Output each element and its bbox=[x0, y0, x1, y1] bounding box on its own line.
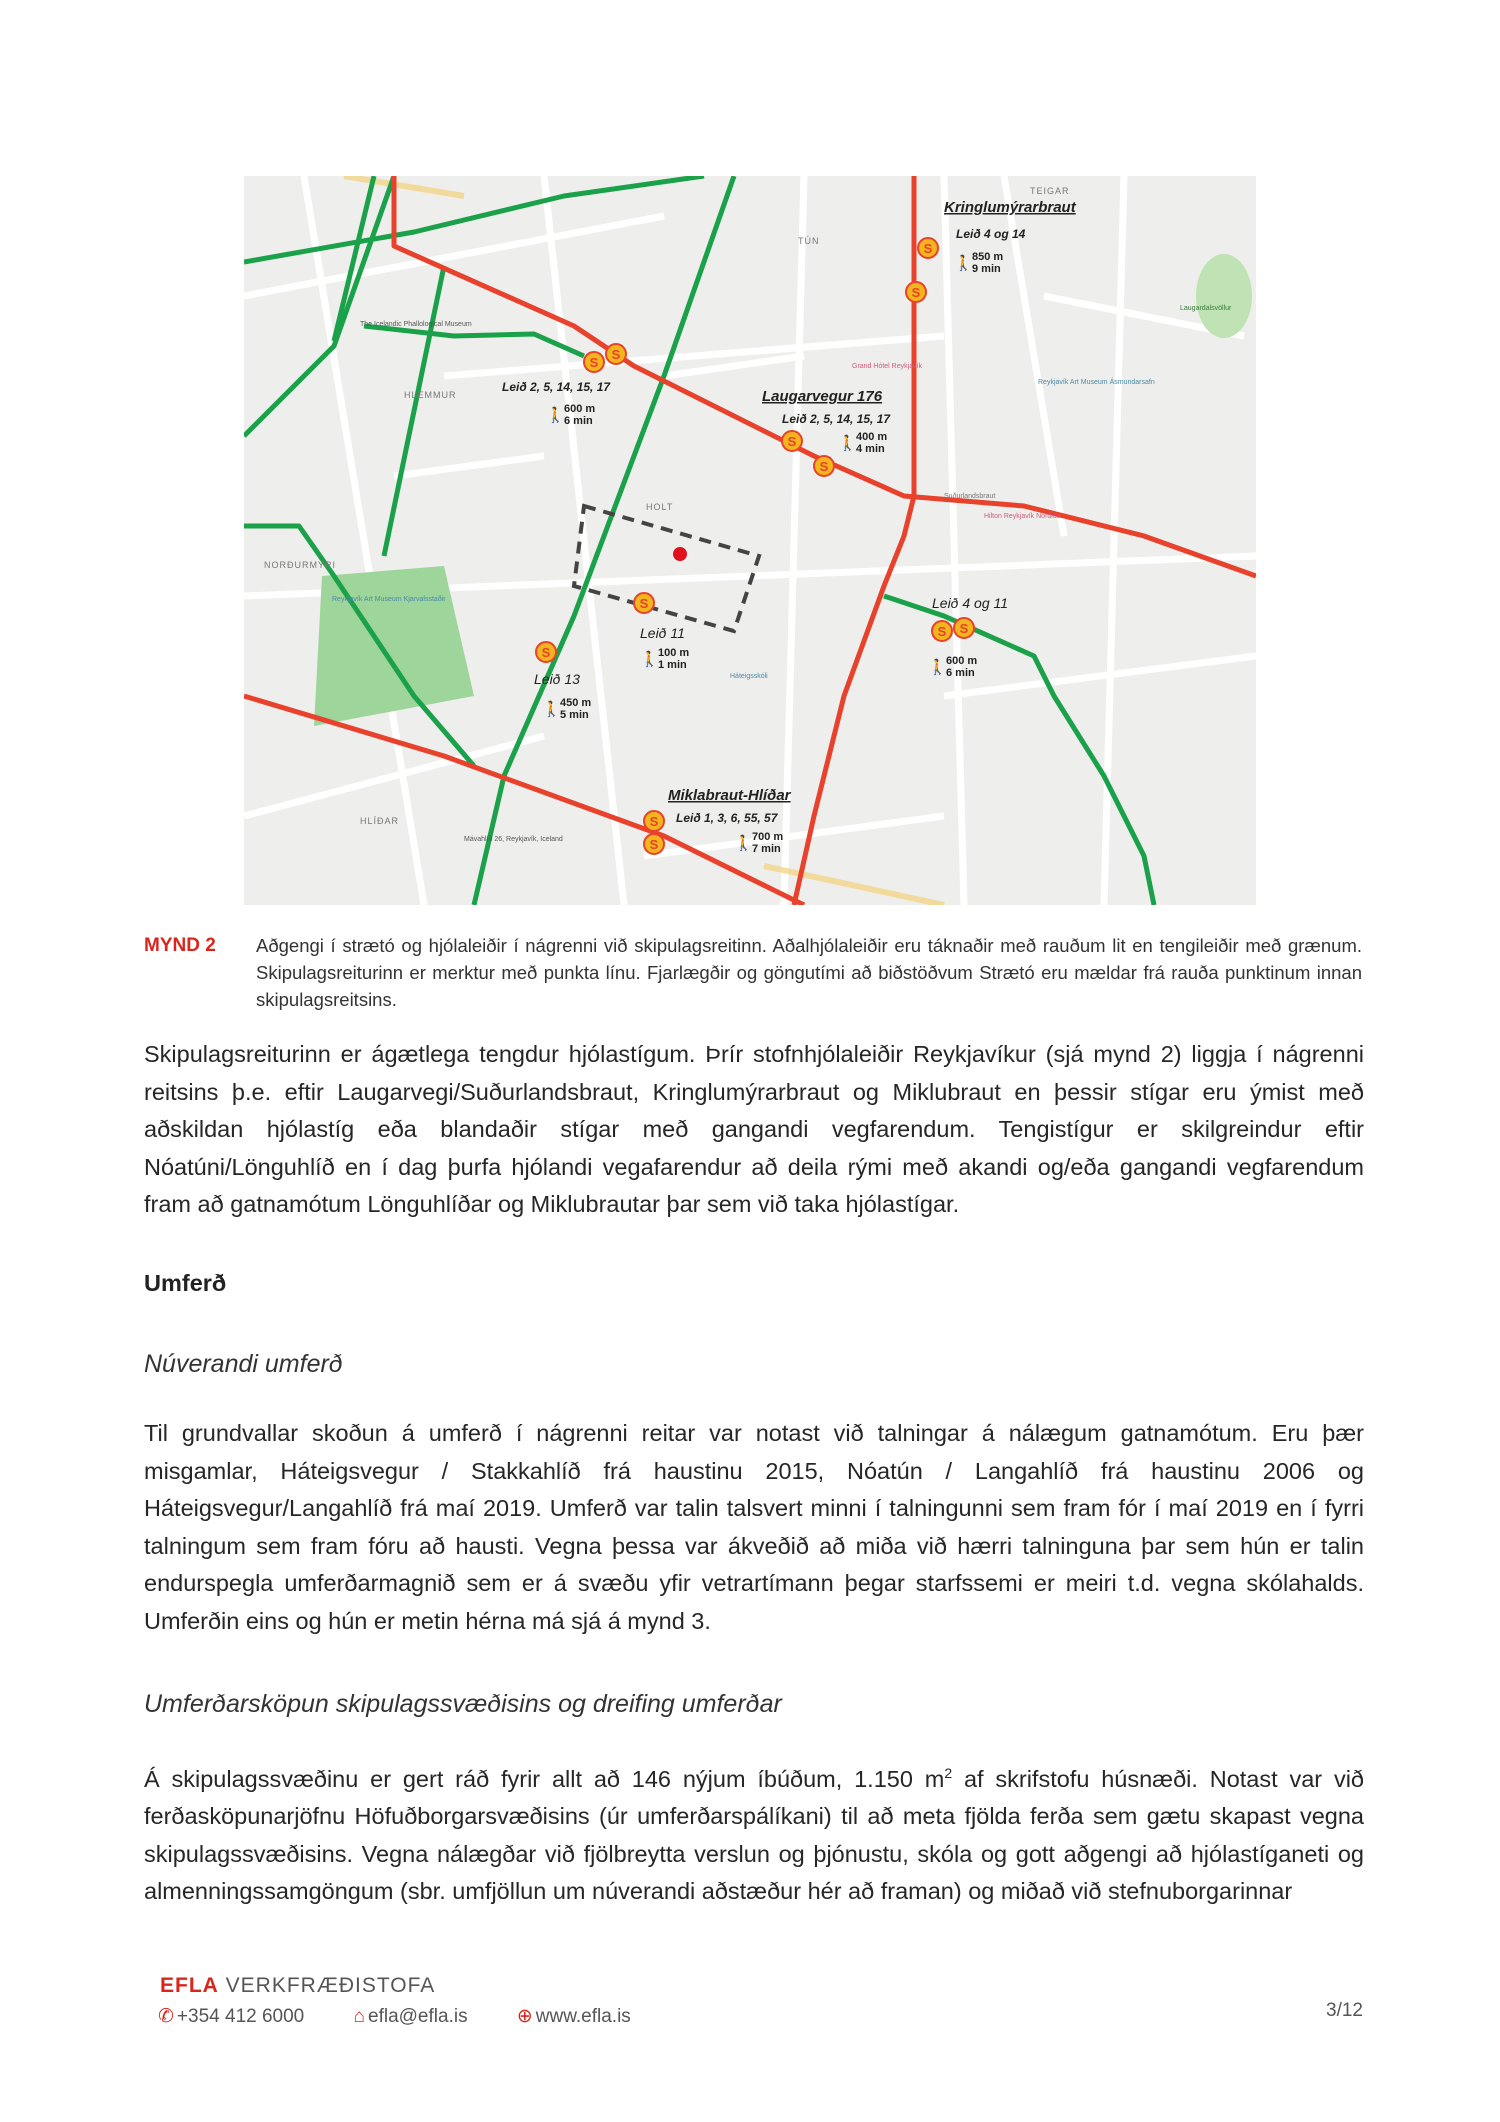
poi-label: Grand Hótel Reykjavík bbox=[852, 363, 923, 370]
stop-time: 4 min bbox=[856, 443, 885, 455]
paragraph-trip-generation bbox=[144, 1755, 1364, 1911]
svg-text:S: S bbox=[649, 814, 659, 829]
stop-time: 9 min bbox=[972, 263, 1001, 275]
page-number: 3/12 bbox=[1326, 2000, 1363, 2021]
stop-title: Miklabraut-Hlíðar bbox=[668, 787, 791, 804]
bus-stop-icon bbox=[906, 282, 926, 302]
bus-stop-icon bbox=[644, 811, 664, 831]
map-canvas bbox=[244, 176, 1256, 905]
bus-stop-icon bbox=[814, 456, 834, 476]
footer-logo bbox=[160, 1974, 435, 1998]
paragraph-traffic: Til grundvallar skoðun á umferð í nágrenni reitar var notast við talningar á nálægum gatnamótum. Eru þær misgamlar, Háteigsvegur / Stakkahlíð frá haustinu 2015, Nóatún / Langahlíð frá haustinu 2006 og Háteigsvegur/Langahlíð frá maí 2019. Umferð var talin talsvert minni í talningunni sem fram fór í maí 2019 en í fyrri talningum sem fram fóru að hausti. Vegna þessa var ákveðið að miða við hærri talninguna þar sem hún er talin endurspegla umferðarmagnið sem er á svæðu yfir vetrartímann þegar starfssemi er meiri t.d. vegna skólahalds. Umferðin eins og hún er metin hérna má sjá á mynd 3. bbox=[144, 1420, 1364, 1634]
poi-label: Háteigsskóli bbox=[730, 673, 768, 680]
stop-routes: Leið 1, 3, 6, 55, 57 bbox=[676, 811, 778, 825]
stop-routes: Leið 2, 5, 14, 15, 17 bbox=[782, 412, 891, 426]
bus-stop-icon bbox=[606, 344, 626, 364]
figure-label: MYND 2 bbox=[144, 935, 216, 956]
stop-time: 1 min bbox=[658, 659, 687, 671]
stop-distance: 600 m bbox=[564, 403, 596, 415]
superscript: 2 bbox=[944, 1765, 953, 1781]
bus-stop-icon bbox=[932, 621, 952, 641]
stop-routes: Leið 4 og 14 bbox=[956, 227, 1026, 241]
bus-stop-icon bbox=[634, 593, 654, 613]
svg-text:S: S bbox=[911, 285, 921, 300]
paragraph-part: af skrifstofu húsnæði. Notast var við ferðasköpunarjöfnu Höfuðborgarsvæðisins (úr umferðarspálíkani) til að meta fjölda ferða sem gætu skapast vegna skipulagssvæðisins. Vegna nálægðar við fjölbreytta verslun og þjónustu, skóla og gott aðgengi að hjólastíganeti og almenningssamgöngum (sbr. umfjöllun um núverandi aðstæður hér að framan) og miðað við stefnuborgarinnar bbox=[144, 1765, 1364, 1905]
svg-text:S: S bbox=[589, 355, 599, 370]
stop-time: 5 min bbox=[560, 709, 589, 721]
stop-routes: Leið 11 bbox=[640, 625, 685, 641]
walking-person-icon: 🚶 bbox=[954, 255, 973, 272]
brand-bold: EFLA bbox=[160, 1974, 219, 1997]
stop-routes: Leið 4 og 11 bbox=[932, 595, 1009, 611]
web-icon: ⊕ bbox=[516, 2006, 533, 2027]
area-label: NORÐURMÝRI bbox=[264, 560, 336, 570]
svg-text:S: S bbox=[541, 645, 551, 660]
stop-distance: 700 m bbox=[752, 831, 784, 843]
stop-distance: 100 m bbox=[658, 647, 690, 659]
bus-stop-icon bbox=[584, 352, 604, 372]
svg-text:S: S bbox=[639, 596, 649, 611]
paragraph-cycling: Skipulagsreiturinn er ágætlega tengdur hjólastígum. Þrír stofnhjólaleiðir Reykjavíkur (sjá mynd 2) liggja í nágrenni reitsins þ.e. eftir Laugarvegi/Suðurlandsbraut, Kringlumýrarbraut og Miklubraut en þessir stígar eru ýmist með aðskildan hjólastíg eða blandaðir stígar með gangandi vegfarendum. Tengistígur er skilgreindur eftir Nóatúni/Lönguhlíð en í dag þurfa hjólandi vegafarendur að deila rými með akandi og/eða gangandi vegfarendum fram að gatnamótum Lönguhlíðar og Miklubrautar þar sem við taka hjólastígar. bbox=[144, 1041, 1364, 1217]
walking-person-icon: 🚶 bbox=[928, 659, 947, 676]
stop-distance: 450 m bbox=[560, 697, 592, 709]
walking-person-icon: 🚶 bbox=[838, 435, 857, 452]
highway-lines bbox=[344, 176, 944, 905]
stop-time: 7 min bbox=[752, 843, 781, 855]
bus-stop-icon bbox=[782, 431, 802, 451]
area-label: HOLT bbox=[646, 502, 674, 512]
area-label: TÚN bbox=[798, 236, 820, 246]
footer-email[interactable]: efla@efla.is bbox=[368, 2006, 468, 2027]
bus-stop-icon bbox=[918, 238, 938, 258]
svg-text:S: S bbox=[937, 624, 947, 639]
phone-icon: ✆ bbox=[158, 2006, 174, 2027]
poi-label: The Icelandic Phallological Museum bbox=[360, 321, 472, 328]
svg-text:S: S bbox=[787, 434, 797, 449]
stop-time: 6 min bbox=[946, 667, 975, 679]
figure-caption-text: Aðgengi í strætó og hjólaleiðir í nágrenni við skipulagsreitinn. Aðalhjólaleiðir eru táknaðir með rauðum lit en tengileiðir með grænum. Skipulagsreiturinn er merktur með punkta línu. Fjarlægðir og göngutími að biðstöðvum Strætó eru mældar frá rauða punktinum innan skipulagsreitsins. bbox=[256, 935, 1362, 1010]
svg-text:S: S bbox=[959, 621, 969, 636]
heading-umferdarskopun: Umferðarsköpun skipulagssvæðisins og dreifing umferðar bbox=[144, 1690, 782, 1718]
heading-umferd: Umferð bbox=[144, 1270, 227, 1296]
footer-phone[interactable]: +354 412 6000 bbox=[176, 2006, 305, 2027]
heading-nuverandi-umferd: Núverandi umferð bbox=[144, 1350, 343, 1378]
footer-web[interactable]: www.efla.is bbox=[535, 2006, 631, 2027]
area-label: HLÍÐAR bbox=[360, 816, 400, 826]
stop-distance: 850 m bbox=[972, 251, 1004, 263]
svg-text:S: S bbox=[649, 837, 659, 852]
paragraph-part: Á skipulagssvæðinu er gert ráð fyrir allt að 146 nýjum íbúðum, 1.150 m bbox=[144, 1765, 945, 1792]
stop-routes: Leið 2, 5, 14, 15, 17 bbox=[502, 380, 611, 394]
footer-contacts bbox=[158, 2005, 675, 2028]
area-label: HLEMMUR bbox=[404, 390, 457, 400]
svg-text:S: S bbox=[819, 459, 829, 474]
bus-stop-icon bbox=[644, 834, 664, 854]
map-figure bbox=[244, 176, 1256, 905]
walking-person-icon: 🚶 bbox=[640, 651, 659, 668]
walking-person-icon: 🚶 bbox=[734, 835, 753, 852]
site-point bbox=[673, 547, 687, 561]
bus-stop-icon bbox=[954, 618, 974, 638]
stop-title: Kringlumýrarbraut bbox=[944, 199, 1076, 216]
poi-label: Hilton Reykjavík Nordica bbox=[984, 513, 1061, 520]
poi-label: Reykjavík Art Museum Ásmundarsafn bbox=[1038, 379, 1155, 386]
svg-text:S: S bbox=[923, 241, 933, 256]
stop-routes: Leið 13 bbox=[534, 671, 580, 687]
area-label: TEIGAR bbox=[1030, 186, 1070, 196]
walking-person-icon: 🚶 bbox=[542, 701, 561, 718]
poi-label: Mávahlíð 26, Reykjavík, Iceland bbox=[464, 836, 563, 843]
email-icon: ⌂ bbox=[353, 2006, 366, 2027]
stop-distance: 400 m bbox=[856, 431, 888, 443]
stop-time: 6 min bbox=[564, 415, 593, 427]
site-boundary bbox=[574, 506, 759, 631]
bus-stop-icon bbox=[536, 642, 556, 662]
svg-text:S: S bbox=[611, 347, 621, 362]
poi-label: Laugardalsvöllur bbox=[1180, 305, 1232, 312]
poi-label: Suðurlandsbraut bbox=[944, 493, 996, 500]
laugardalur-park bbox=[1196, 254, 1252, 338]
brand-rest: VERKFRÆÐISTOFA bbox=[218, 1974, 436, 1997]
stop-distance: 600 m bbox=[946, 655, 978, 667]
stop-title: Laugarvegur 176 bbox=[762, 388, 883, 405]
walking-person-icon: 🚶 bbox=[546, 407, 565, 424]
poi-label: Reykjavík Art Museum Kjarvalsstaðir bbox=[332, 596, 446, 603]
